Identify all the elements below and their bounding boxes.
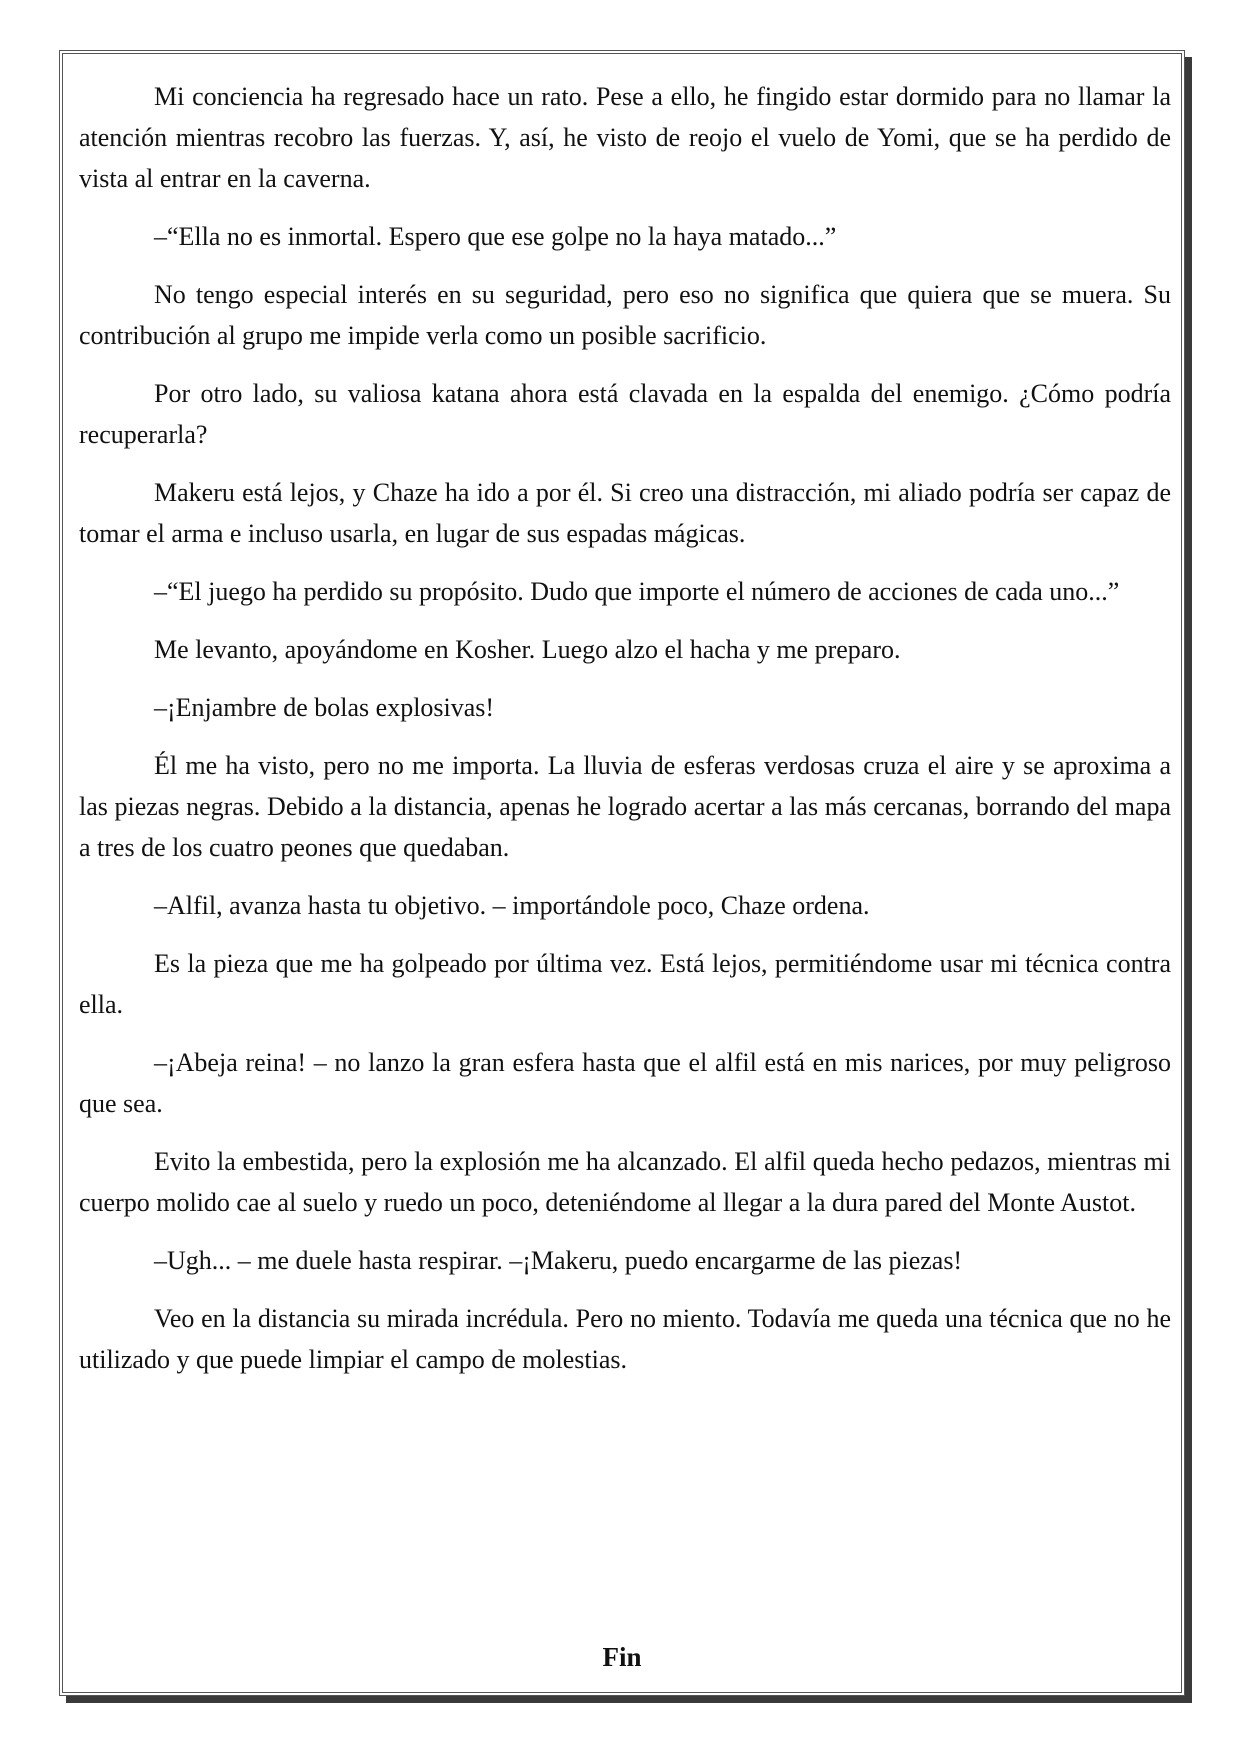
end-mark: Fin <box>602 1642 642 1672</box>
paragraph: –¡Enjambre de bolas explosivas! <box>154 693 495 722</box>
paragraph: Es la pieza que me ha golpeado por última vez. Está lejos, permitiéndome usar mi técnica contra ella. <box>79 949 1171 1019</box>
paragraph: –Alfil, avanza hasta tu objetivo. – importándole poco, Chaze ordena. <box>154 891 870 920</box>
paragraph: –Ugh... – me duele hasta respirar. –¡Makeru, puedo encargarme de las piezas! <box>154 1246 963 1275</box>
paragraph: Mi conciencia ha regresado hace un rato. Pese a ello, he fingido estar dormido para no llamar la atención mientras recobro las fuerzas. Y, así, he visto de reojo el vuelo de Yomi, que se ha perdido de vista al entrar en la caverna. <box>79 82 1171 193</box>
paragraph: Él me ha visto, pero no me importa. La lluvia de esferas verdosas cruza el aire y se aproxima a las piezas negras. Debido a la distancia, apenas he logrado acertar a las más cercanas, borrando del mapa a tres de los cuatro peones que quedaban. <box>79 751 1171 862</box>
paragraph: No tengo especial interés en su seguridad, pero eso no significa que quiera que se muera. Su contribución al grupo me impide verla como un posible sacrificio. <box>79 280 1171 350</box>
story-text <box>79 76 1171 1397</box>
paragraph: Por otro lado, su valiosa katana ahora está clavada en la espalda del enemigo. ¿Cómo podría recuperarla? <box>79 379 1171 449</box>
paragraph: Makeru está lejos, y Chaze ha ido a por él. Si creo una distracción, mi aliado podría ser capaz de tomar el arma e incluso usarla, en lugar de sus espadas mágicas. <box>79 478 1171 548</box>
paragraph: –“El juego ha perdido su propósito. Dudo que importe el número de acciones de cada uno...” <box>154 577 1120 606</box>
paragraph: Veo en la distancia su mirada incrédula. Pero no miento. Todavía me queda una técnica que no he utilizado y que puede limpiar el campo de molestias. <box>79 1304 1171 1374</box>
paragraph: Me levanto, apoyándome en Kosher. Luego alzo el hacha y me preparo. <box>154 635 901 664</box>
paragraph: Evito la embestida, pero la explosión me ha alcanzado. El alfil queda hecho pedazos, mientras mi cuerpo molido cae al suelo y ruedo un poco, deteniéndome al llegar a la dura pared del Monte Austot. <box>79 1147 1171 1217</box>
paragraph: –¡Abeja reina! – no lanzo la gran esfera hasta que el alfil está en mis narices, por muy peligroso que sea. <box>79 1048 1171 1118</box>
paragraph: –“Ella no es inmortal. Espero que ese golpe no la haya matado...” <box>154 222 837 251</box>
page-frame <box>59 50 1185 1696</box>
